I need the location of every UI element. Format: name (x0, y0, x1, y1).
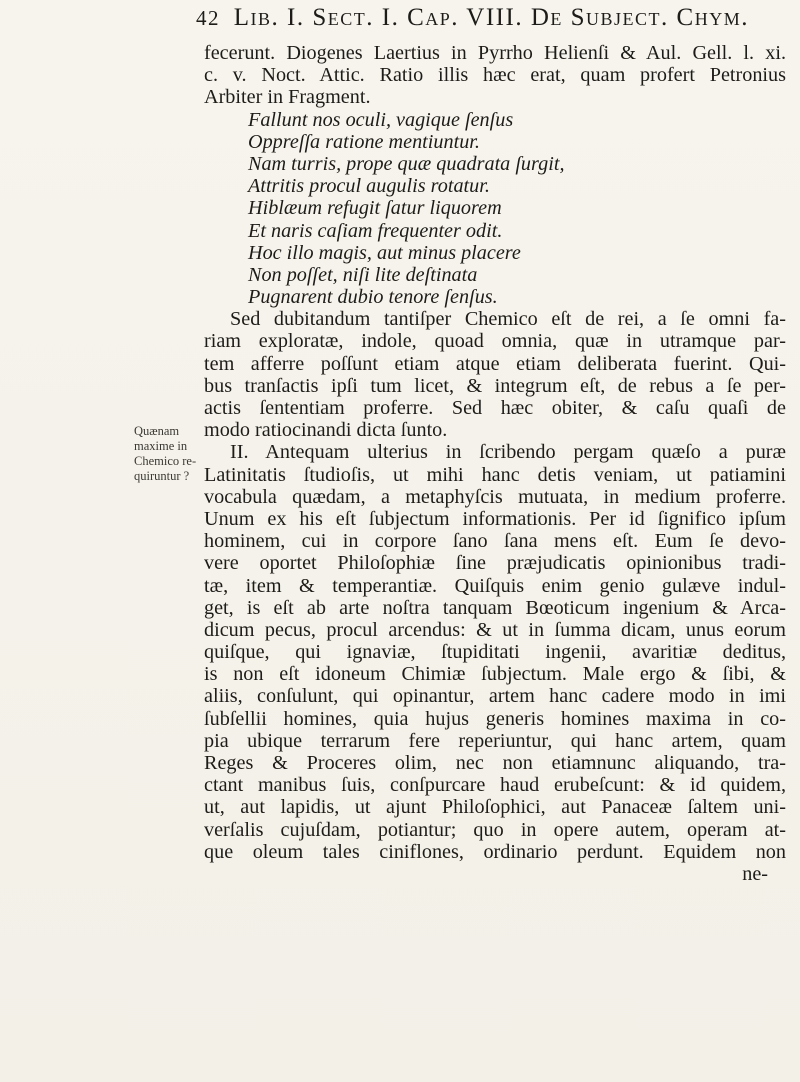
text-line: Reges & Proceres olim, nec non etiamnunc aliquando, tra- (204, 752, 786, 774)
running-head (196, 4, 786, 32)
text-line: actis ſententiam proferre. Sed hæc obiter, & caſu quaſi de (204, 397, 786, 419)
marginal-note-line: maxime in (134, 439, 188, 453)
marginal-note-line: quiruntur ? (134, 469, 190, 483)
text-line: is non eſt idoneum Chimiæ ſubjectum. Male ergo & ſibi, & (204, 663, 786, 686)
text-line: vocabula quædam, a metaphyſcis mutuata, in medium proferre. (204, 485, 786, 508)
verse-line: Attritis procul augulis rotatur. (248, 175, 490, 198)
text-line: tem afferre poſſunt etiam atque etiam deliberata fuerint. Qui- (204, 352, 786, 375)
verse-line: Hoc illo magis, aut minus placere (248, 241, 521, 264)
text-line: hominem, cui in corpore ſano ſana mens eſt. Eum ſe devo- (204, 530, 786, 553)
text-line: aliis, conſulunt, qui opinantur, artem hanc cadere modo in imi (204, 685, 786, 708)
text-line: riam exploratæ, indole, quoad omnia, quæ in utramque par- (204, 330, 786, 353)
text-line: II. Antequam ulterius in ſcribendo pergam quæſo a puræ (230, 441, 786, 464)
text-line: pia ubique terrarum fere reperiuntur, qui hanc artem, quam (204, 729, 786, 752)
verse-line: Nam turris, prope quæ quadrata ſurgit, (248, 152, 565, 175)
text-line: get, is eſt ab arte noſtra tanquam Bœoticum ingenium & Arca- (204, 596, 786, 619)
verse-line: Pugnarent dubio tenore ſenſus. (248, 286, 498, 309)
text-line: fecerunt. Diogenes Laertius in Pyrrho Helienſi & Aul. Gell. l. xi. (204, 42, 786, 64)
text-line: tæ, item & temperantiæ. Quiſquis enim genio gulæve indul- (204, 574, 786, 597)
text-line: ſubſellii homines, quia hujus generis homines maxima in co- (204, 707, 786, 730)
running-title: Lib. I. Sect. I. Cap. VIII. De Subject. Chym. (233, 4, 749, 31)
marginal-note (134, 424, 204, 484)
verse-line: Et naris caſiam frequenter odit. (248, 219, 503, 242)
text-line: Latinitatis ſtudioſis, ut mihi hanc detis veniam, ut patiamini (204, 463, 786, 486)
verse-line: Fallunt nos oculi, vagique ſenſus (248, 108, 514, 131)
text-line: modo ratiocinandi dicta ſunto. (204, 419, 448, 442)
text-line: ut, aut lapidis, ut ajunt Philoſophici, aut Panaceæ ſaltem uni- (204, 796, 786, 819)
text-line: ctant manibus ſuis, conſpurcare haud erubeſcunt: & id quidem, (204, 774, 786, 797)
text-line: Unum ex his eſt ſubjectum informationis. Per id ſignifico ipſum (204, 507, 786, 530)
text-line: Sed dubitandum tantiſper Chemico eſt de rei, a ſe omni fa- (230, 308, 786, 331)
text-line: vere oportet Philoſophiæ ſine præjudicatis opinionibus tradi- (204, 552, 786, 575)
marginal-note-line: Chemico re- (134, 454, 197, 468)
text-line: c. v. Noct. Attic. Ratio illis hæc erat, quam profert Petronius (204, 64, 786, 87)
verse-line: Non poſſet, niſi lite deſtinata (248, 263, 478, 286)
text-line: verſalis cujuſdam, potiantur; quo in opere autem, operam at- (204, 818, 786, 841)
page-number: 42 (196, 6, 220, 30)
text-line: bus tranſactis ipſi tum licet, & integrum eſt, de rebus a ſe per- (204, 374, 786, 397)
catchword: ne- (742, 862, 768, 885)
body-text (204, 42, 786, 885)
verse-line: Hiblæum refugit ſatur liquorem (248, 197, 502, 220)
marginal-note-line: Quænam (134, 424, 180, 438)
text-line: quiſque, qui ignaviæ, ſtupiditati ingenii, avaritiæ deditus, (204, 641, 786, 664)
verse-line: Oppreſſa ratione mentiuntur. (248, 130, 480, 153)
text-line: dicum pecus, procul arcendus: & ut in ſumma dicam, unus eorum (204, 618, 786, 641)
text-line: Arbiter in Fragment. (204, 86, 371, 109)
text-line: que oleum tales ciniflones, ordinario perdunt. Equidem non (204, 840, 786, 863)
